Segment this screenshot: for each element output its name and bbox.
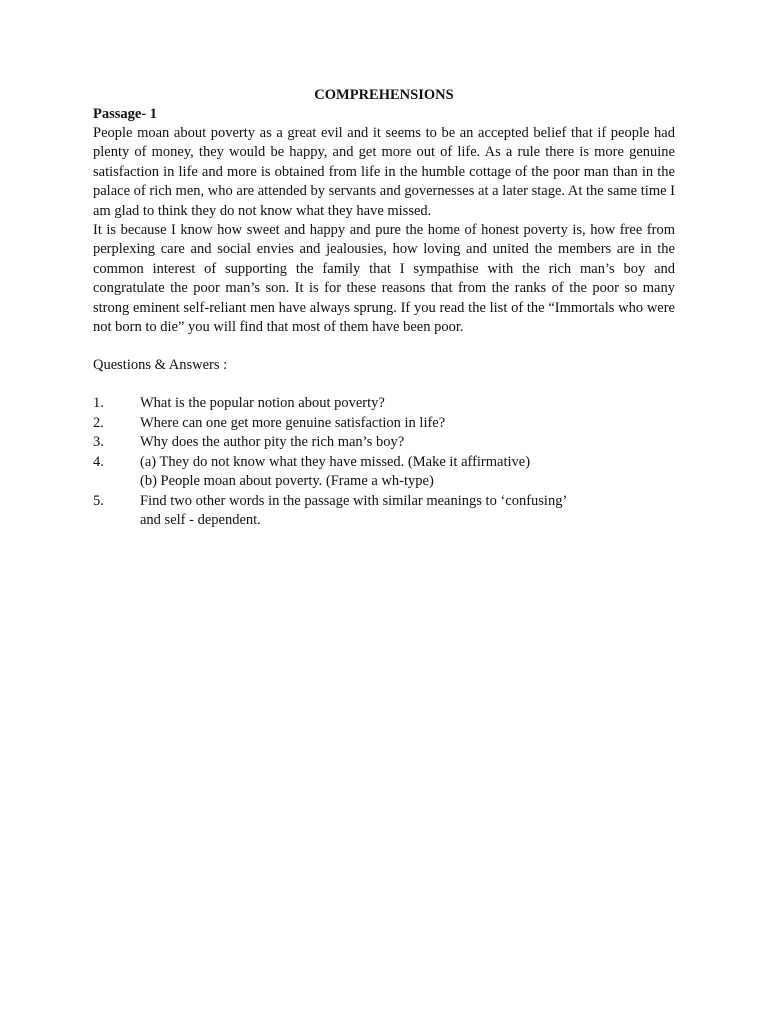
question-text — [140, 433, 675, 452]
document-page — [93, 86, 675, 530]
question-line: Why does the author pity the rich man’s boy? — [140, 434, 405, 451]
document-title: COMPREHENSIONS — [314, 87, 454, 103]
passage-heading: Passage- 1 — [93, 106, 158, 122]
question-number: 3. — [93, 434, 104, 451]
question-text — [140, 492, 675, 531]
question-line: What is the popular notion about poverty? — [140, 395, 385, 412]
question-item — [93, 453, 675, 492]
question-number: 5. — [93, 492, 104, 509]
question-item — [93, 433, 675, 452]
question-item — [93, 492, 675, 531]
question-number: 2. — [93, 414, 104, 431]
question-line-continued: and self - dependent. — [140, 511, 261, 528]
question-text — [140, 414, 675, 433]
question-subpart-b: (b) People moan about poverty. (Frame a wh-type) — [140, 473, 434, 490]
passage-paragraph-1: People moan about poverty as a great evil and it seems to be an accepted belief that if people had plenty of money, they would be happy, and get more out of life. As a rule there is more genuine satisfaction in life and more is obtained from life in the humble cottage of the poor man than in the palace of rich men, who are attended by servants and governesses at a later stage. At the same time I am glad to think they do not know what they have missed. — [93, 125, 675, 219]
question-number: 4. — [93, 453, 104, 470]
questions-heading: Questions & Answers : — [93, 357, 228, 374]
question-line: Find two other words in the passage with similar meanings to ‘confusing’ — [140, 492, 568, 509]
passage-paragraph-2: It is because I know how sweet and happy and pure the home of honest poverty is, how free from perplexing care and social envies and jealousies, how loving and united the members are in the common interest of supporting the family that I sympathise with the rich man’s boy and congratulate the poor man’s son. It is for these reasons that from the ranks of the poor so many strong eminent self-reliant men have always sprung. If you read the list of the “Immortals who were not born to die” you will find that most of them have been poor. — [93, 222, 675, 336]
question-number: 1. — [93, 395, 104, 412]
question-text — [140, 394, 675, 413]
questions-list — [93, 394, 675, 530]
question-item — [93, 414, 675, 433]
question-text — [140, 453, 675, 492]
question-line: Where can one get more genuine satisfaction in life? — [140, 414, 446, 431]
question-item — [93, 394, 675, 413]
question-subpart-a: (a) They do not know what they have missed. (Make it affirmative) — [140, 453, 531, 470]
